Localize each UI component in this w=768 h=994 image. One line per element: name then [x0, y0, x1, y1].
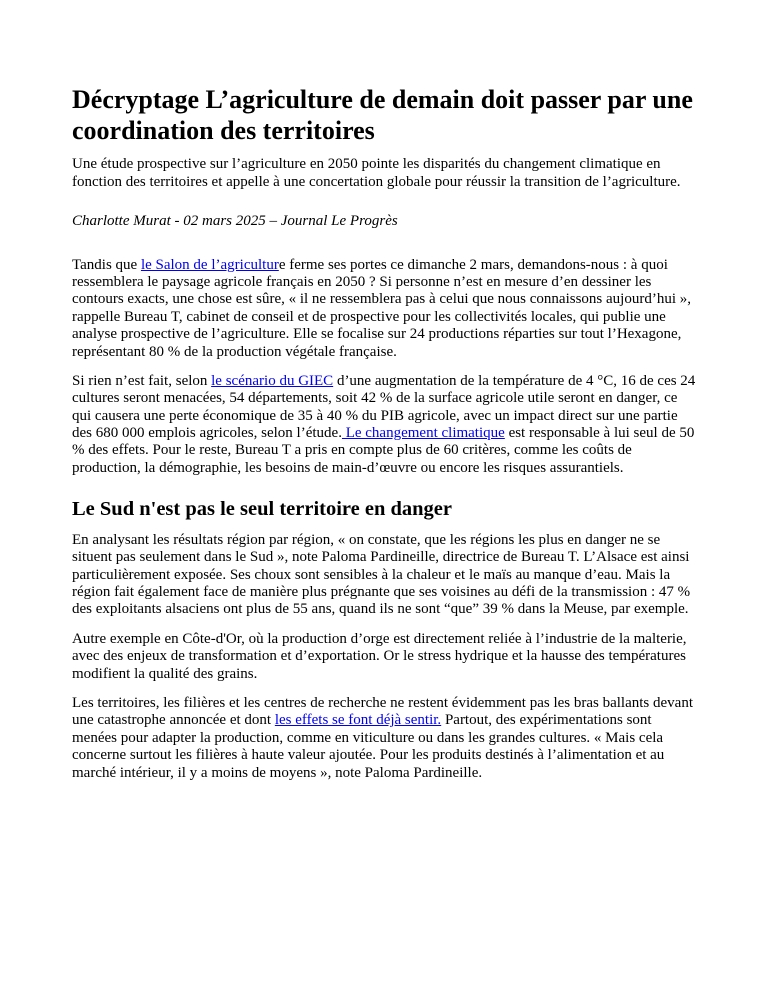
text-run: Si rien n’est fait, selon [72, 372, 212, 389]
article-title: Décryptage L’agriculture de demain doit passer par une coordination des territoires [72, 85, 693, 146]
inline-link[interactable]: Le changement climatique [341, 425, 505, 442]
paragraph-1 [72, 257, 696, 361]
text-run: e ferme ses portes ce dimanche 2 mars, demandons-nous : à quoi ressemblera le paysage agricole français en 2050 ? Si personne n’est en mesure d’en dessiner les contours exacts, une chose est sûre, « il ne ressemblera pas à celui que nous connaissons aujourd’hui », rappelle Bureau T, cabinet de conseil et de prospective pour les collectivités locales, qui publie une analyse prospective de l’agriculture. Elle se focalise sur 24 productions réparties sur tout l’Hexagone, représentant 80 % de la production végétale française. [72, 256, 691, 360]
paragraph-2 [72, 373, 696, 477]
article-lede: Une étude prospective sur l’agriculture en 2050 pointe les disparités du changement climatique en fonction des territoires et appelle à une concertation globale pour réussir la transition de l’agriculture. [72, 156, 681, 190]
paragraph-4 [72, 631, 696, 683]
inline-link[interactable]: les effets se font déjà sentir. [274, 712, 442, 729]
text-run: Tandis que [72, 256, 141, 273]
section-heading: Le Sud n'est pas le seul territoire en danger [72, 498, 452, 521]
article-byline: Charlotte Murat - 02 mars 2025 – Journal Le Progrès [72, 213, 398, 230]
inline-link[interactable]: le scénario du GIEC [211, 372, 334, 389]
inline-link[interactable]: le Salon de l’agricultur [140, 256, 279, 273]
text-run: Partout, des expérimentations sont menées pour adapter la production, comme en viticulture ou dans les grandes cultures. « Mais cela concerne surtout les filières à haute valeur ajoutée. Pour les produits destinés à l’alimentation et au marché intérieur, il y a moins de moyens », note Paloma Pardineille. [72, 712, 665, 781]
paragraph-5 [72, 695, 696, 782]
paragraph-3 [72, 532, 696, 619]
text-run: Autre exemple en Côte-d'Or, où la production d’orge est directement reliée à l’industrie de la malterie, avec des enjeux de transformation et d’exportation. Or le stress hydrique et la hausse des températures modifient la qualité des grains. [72, 630, 687, 682]
text-run: d’une augmentation de la température de 4 °C, 16 de ces 24 cultures seront menacées, 54 départements, soit 42 % de la surface agricole utile seront en danger, ce qui causera une perte économique de 35 à 40 % du PIB agricole, avec un impact direct sur une partie des 680 000 emplois agricoles, selon l’étude. [72, 372, 696, 442]
text-run: Les territoires, les filières et les centres de recherche ne restent évidemment pas les bras ballants devant une catastrophe annoncée et dont [72, 694, 693, 729]
text-run: En analysant les résultats région par région, « on constate, que les régions les plus en danger ne se situent pas seulement dans le Sud », note Paloma Pardineille, directrice de Bureau T. L’Alsace est ainsi particulièrement exposée. Ses choux sont sensibles à la chaleur et le maïs au manque d’eau. Mais la région fait également face de manière plus prégnante que ses voisines au défi de la transmission : 47 % des exploitants alsaciens ont plus de 55 ans, quand ils ne sont “que” 39 % dans la Meuse, par exemple. [72, 531, 691, 618]
text-run: est responsable à lui seul de 50 % des effets. Pour le reste, Bureau T a pris en compte plus de 60 critères, comme les coûts de production, la démographie, les besoins de main-d’œuvre ou encore les risques assurantiels. [72, 425, 695, 476]
